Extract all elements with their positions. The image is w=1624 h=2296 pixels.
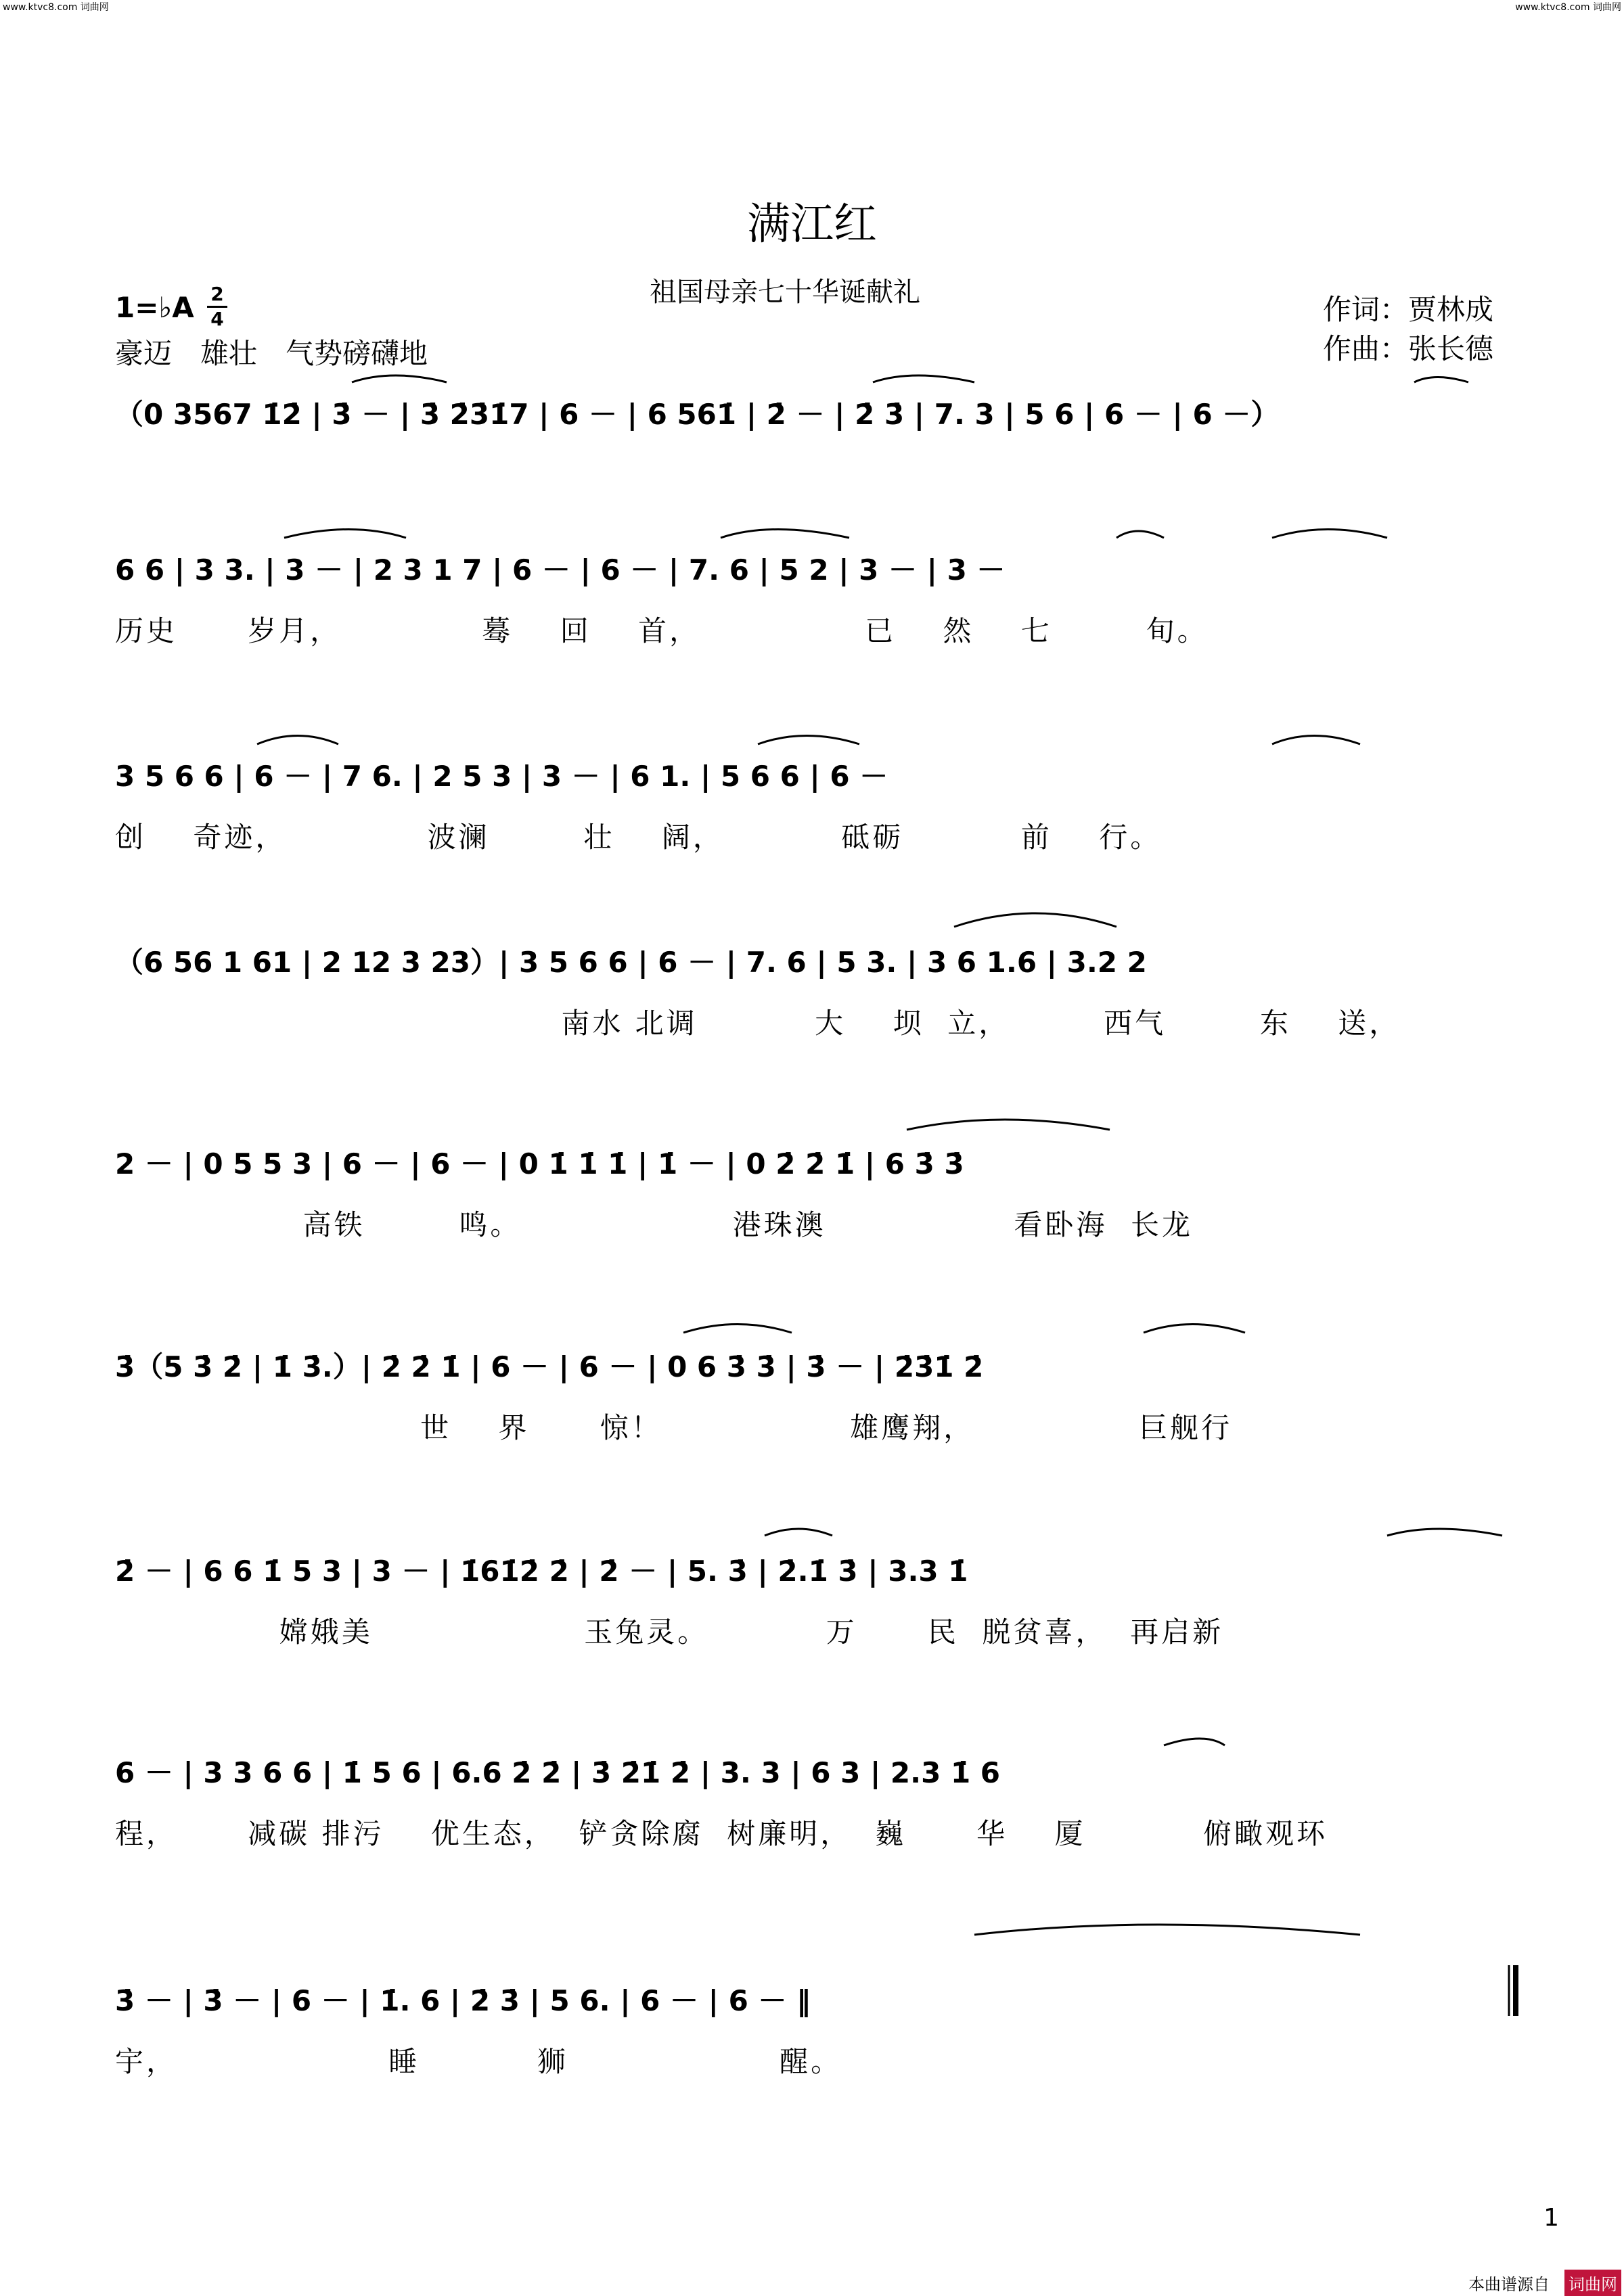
footer-source-text: 本曲谱源自 <box>1468 2275 1550 2294</box>
lyric-line: 创 奇迹， 波澜 壮 阔， 砥砺 前 行。 <box>115 821 1162 854</box>
composer-credit: 作曲：张长德 <box>1323 332 1494 365</box>
song-subtitle: 祖国母亲七十华诞献礼 <box>650 277 920 308</box>
notation-line: 2 － | 0 5 5 3 | 6 － | 6 － | 0 1̇ 1̇ 1̇ | 1̇ － | 0 2̇ 2̇ 1̇ | 6 3̇ 3̇ <box>115 1147 964 1180</box>
lyric-line: 嫦娥美 玉兔灵。 万 民 脱贫喜， 再启新 <box>115 1615 1224 1649</box>
lyric-line: 宇， 睡 狮 醒。 <box>115 2045 842 2078</box>
notation-line: 6 － | 3 3 6 6 | 1̇ 5 6 | 6.6 2̇ 2̇ | 3̇ 2̇1̇ 2̇ | 3. 3 | 6 3 | 2.3 1̇ 6 <box>115 1756 1001 1789</box>
notation-line: （6 56 1 61 | 2 12 3 23）| 3 5 6 6 | 6 － | 7. 6 | 5 3. | 3 6 1.6 | 3.2 2 <box>115 946 1147 979</box>
notation-line: （0 3567 1̇2̇ | 3̇ － | 3̇ 2̇3̇1̇7 | 6 － | 6 561̇ | 2̇ － | 2̇ 3̇ | 7. 3 | 5 6 | 6 － | 6 －） <box>115 398 1280 431</box>
lyric-line: 高铁 鸣。 港珠澳 看卧海 长龙 <box>115 1208 1194 1241</box>
notation-line: 3̇（5 3̇ 2̇ | 1̇ 3̇.）| 2̇ 2̇ 1̇ | 6 － | 6 － | 0 6 3̇ 3̇ | 3̇ － | 2̇3̇1̇ 2̇ <box>115 1350 984 1383</box>
lyric-line: 南水 北调 大 坝 立， 西气 东 送， <box>115 1007 1401 1040</box>
time-signature-bottom: 4 <box>210 308 224 330</box>
page-number: 1 <box>1543 2204 1559 2232</box>
footer-site-badge: 词曲网 <box>1564 2270 1621 2296</box>
notation-line: 3̇ － | 3̇ － | 6 － | 1̇. 6 | 2̇ 3̇ | 5 6. | 6 － | 6 － ‖ <box>115 1984 811 2017</box>
expression-marking: 豪迈 雄壮 气势磅礴地 <box>115 337 428 370</box>
song-title: 满江红 <box>747 200 877 250</box>
lyric-line: 程， 减碳 排污 优生态， 铲贪除腐 树廉明， 巍 华 厦 俯瞰观环 <box>115 1817 1328 1850</box>
lyricist-credit: 作词：贾林成 <box>1323 293 1494 326</box>
lyric-line: 历史 岁月， 蓦 回 首， 已 然 七 旬。 <box>115 614 1209 647</box>
time-signature-top: 2 <box>210 283 224 305</box>
header-site-left: www.ktvc8.com 词曲网 <box>3 2 109 13</box>
notation-line: 3 5 6 6 | 6 － | 7 6. | 2 5 3 | 3 － | 6 1. | 5 6 6 | 6 － <box>115 760 888 793</box>
key-signature: 1=♭A <box>115 291 194 324</box>
notation-line: 6 6 | 3 3. | 3 － | 2 3 1 7 | 6 － | 6 － | 7. 6 | 5 2 | 3 － | 3 － <box>115 553 1006 587</box>
lyric-line: 世 界 惊！ 雄鹰翔， 巨舰行 <box>115 1411 1233 1444</box>
notation-line: 2̇ － | 6 6 1̇ 5 3 | 3 － | 1̇61̇2̇ 2̇ | 2̇ － | 5. 3̇ | 2̇.1̇ 3̇ | 3.3 1̇ <box>115 1555 968 1588</box>
header-site-right: www.ktvc8.com 词曲网 <box>1515 2 1621 13</box>
